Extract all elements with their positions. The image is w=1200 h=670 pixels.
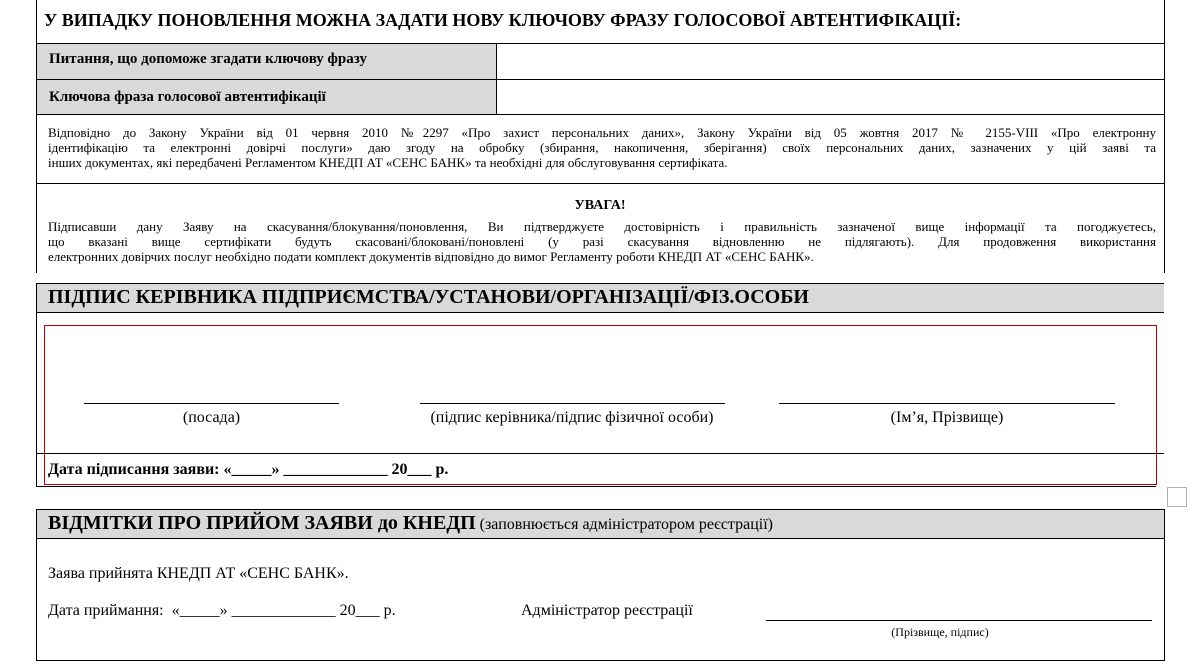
accepted-text: Заява прийнята КНЕДП АТ «СЕНС БАНК». — [48, 565, 349, 582]
warning-paragraph — [48, 219, 1156, 264]
question-input[interactable] — [500, 46, 1160, 78]
consent-line-3: інших документах, які передбачені Регламентом КНЕДП АТ «СЕНС БАНК» та необхідні для обслуговування сертифіката. — [48, 155, 728, 170]
consent-paragraph — [48, 125, 1156, 170]
renewal-heading: У ВИПАДКУ ПОНОВЛЕННЯ МОЖНА ЗАДАТИ НОВУ КЛЮЧОВУ ФРАЗУ ГОЛОСОВОЇ АВТЕНТИФІКАЦІЇ: — [44, 10, 962, 30]
acceptance-date-field[interactable]: Дата приймання: «_____» _____________ 20___ р. — [48, 602, 396, 619]
admin-signature-line[interactable] — [766, 620, 1152, 621]
position-caption: (посада) — [182, 409, 241, 426]
warning-line-1: Підписавши дану Заяву на скасування/блокування/поновлення, Ви підтверджуєте достовірність і правильність зазначеної вище інформації та погоджуєтесь, — [48, 219, 1156, 234]
passphrase-label: Ключова фраза голосової автентифікації — [49, 89, 326, 105]
warning-line-2: що вказані вище сертифікати будуть скасовані/блоковані/поновлені (у разі скасування відновленню не підлягають). Для продовження використання — [48, 234, 1156, 249]
warning-line-3: електронних довірчих послуг необхідно подати комплект документів відповідно до вимог Регламенту роботи КНЕДП АТ «СЕНС БАНК». — [48, 249, 814, 264]
acceptance-heading-title: ВІДМІТКИ ПРО ПРИЙОМ ЗАЯВИ до КНЕДП — [48, 512, 476, 534]
checkbox[interactable] — [1167, 487, 1187, 507]
passphrase-input[interactable] — [500, 82, 1160, 112]
signing-date-field[interactable]: Дата підписання заяви: «_____» _____________ 20___ р. — [48, 461, 449, 478]
signature-caption: (підпис керівника/підпис фізичної особи) — [430, 409, 714, 426]
acceptance-heading-note: (заповнюється адміністратором реєстрації) — [479, 516, 773, 533]
warning-title: УВАГА! — [574, 198, 626, 213]
name-caption: (Ім’я, Прізвище) — [890, 409, 1004, 426]
admin-caption: (Прізвище, підпис) — [891, 625, 989, 639]
signature-heading: ПІДПИС КЕРІВНИКА ПІДПРИЄМСТВА/УСТАНОВИ/ОРГАНІЗАЦІЇ/ФІЗ.ОСОБИ — [48, 286, 809, 308]
consent-line-2: ідентифікацію та електронні довірчі послуги» даю згоду на обробку (збирання, накопичення, зберігання) своїх персональних даних, зазначених у цій заяві та — [48, 140, 1156, 155]
question-label: Питання, що допоможе згадати ключову фразу — [49, 51, 367, 67]
consent-line-1: Відповідно до Закону України від 01 червня 2010 №2297 «Про захист персональних даних», Закону України від 05 жовтня 2017 № 2155-VIII «Про електронну — [48, 125, 1156, 140]
admin-label: Адміністратор реєстрації — [521, 602, 693, 619]
acceptance-heading — [48, 512, 773, 535]
